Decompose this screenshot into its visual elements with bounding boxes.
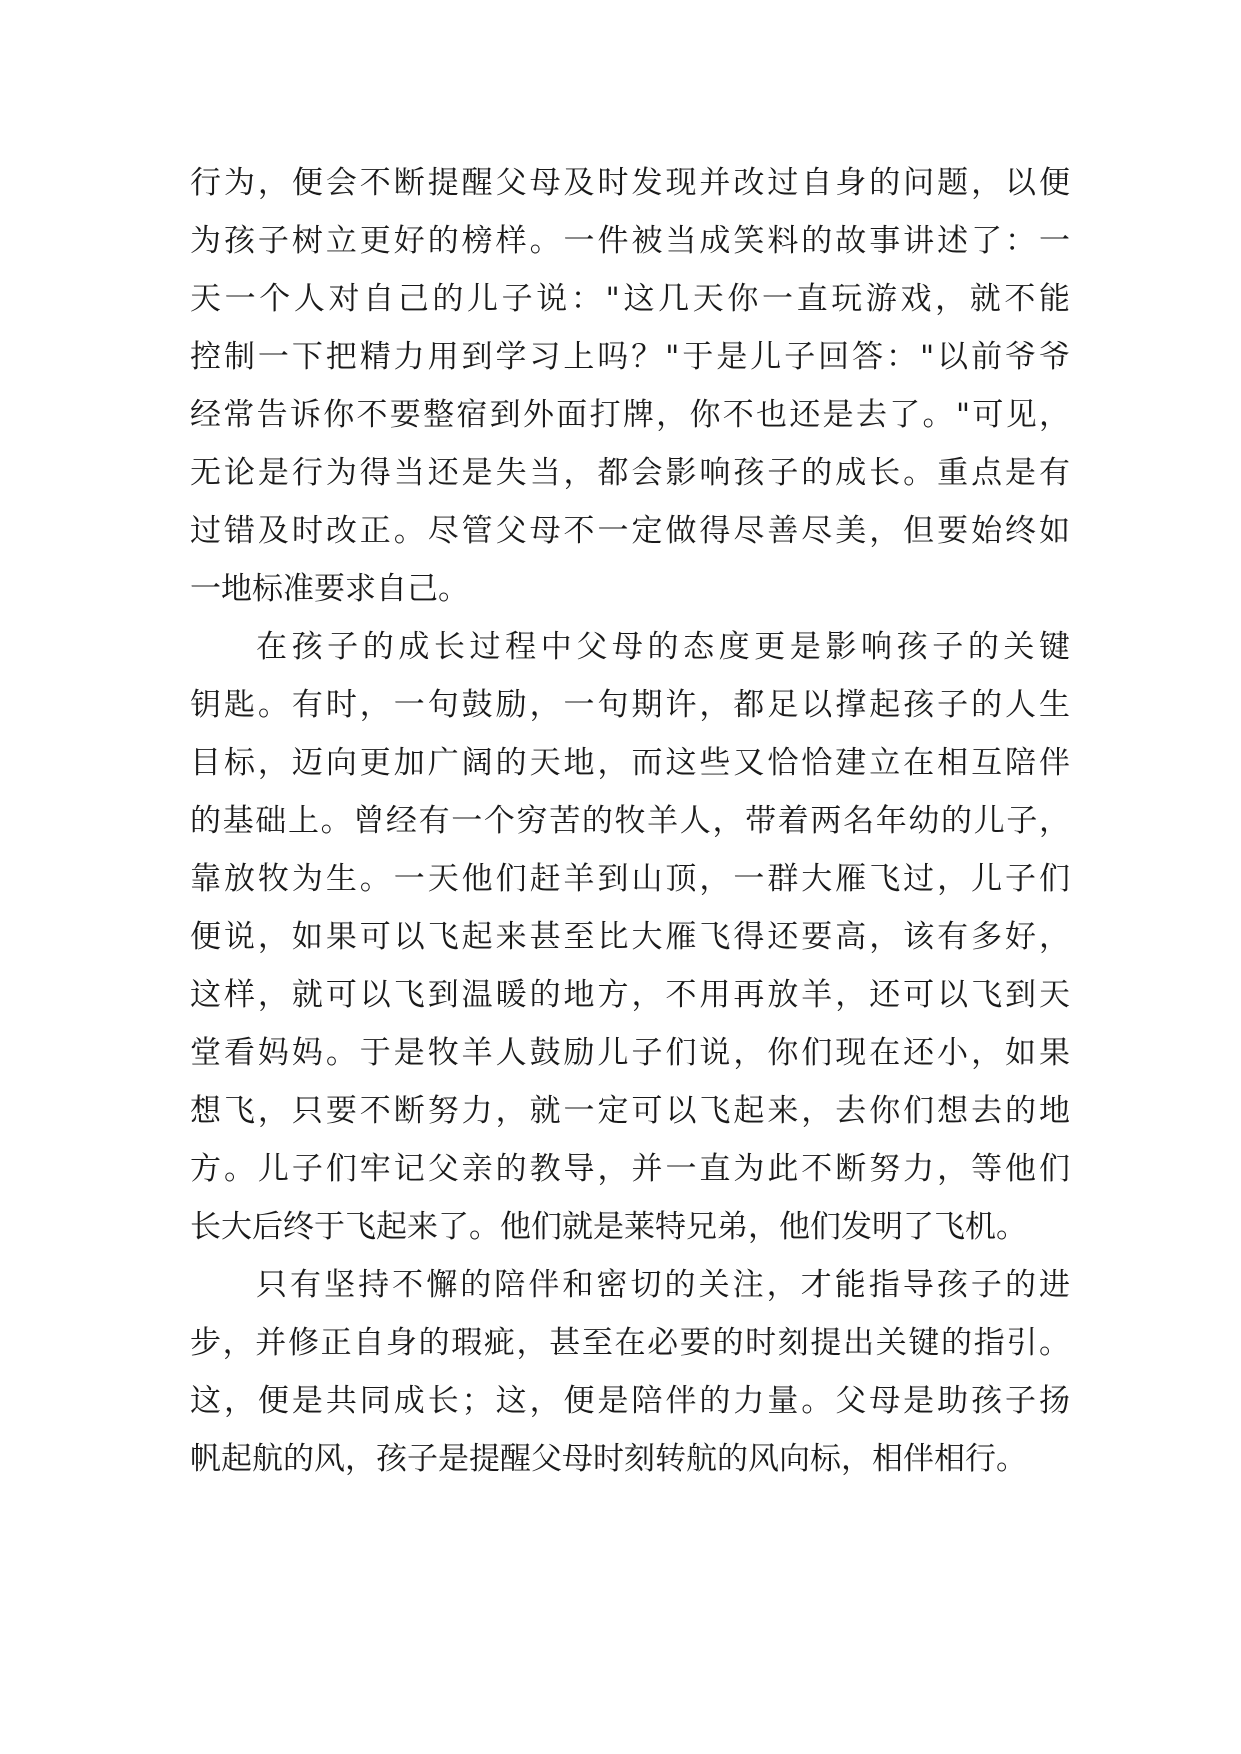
- paragraph-3: [190, 1256, 1070, 1488]
- paragraph-line: 天一个人对自己的儿子说："这几天你一直玩游戏，就不能: [190, 281, 1070, 317]
- paragraph-line: 长大后终于飞起来了。他们就是莱特兄弟，他们发明了飞机。: [190, 1209, 1027, 1245]
- paragraph-line: 步，并修正自身的瑕疵，甚至在必要的时刻提出关键的指引。: [190, 1325, 1070, 1361]
- paragraph-2: [190, 618, 1070, 1256]
- paragraph-line: 想飞，只要不断努力，就一定可以飞起来，去你们想去的地: [190, 1093, 1070, 1129]
- paragraph-line: 靠放牧为生。一天他们赶羊到山顶，一群大雁飞过，儿子们: [190, 861, 1070, 897]
- paragraph-1: [190, 154, 1070, 618]
- paragraph-line: 在孩子的成长过程中父母的态度更是影响孩子的关键: [256, 629, 1070, 665]
- paragraph-line: 方。儿子们牢记父亲的教导，并一直为此不断努力，等他们: [190, 1151, 1070, 1187]
- paragraph-line: 的基础上。曾经有一个穷苦的牧羊人，带着两名年幼的儿子，: [190, 803, 1070, 839]
- paragraph-line: 这样，就可以飞到温暖的地方，不用再放羊，还可以飞到天: [190, 977, 1070, 1013]
- paragraph-line: 经常告诉你不要整宿到外面打牌，你不也还是去了。"可见，: [190, 397, 1070, 433]
- paragraph-line: 一地标准要求自己。: [190, 571, 469, 607]
- document-body: [190, 154, 1070, 1488]
- paragraph-line: 钥匙。有时，一句鼓励，一句期许，都足以撑起孩子的人生: [190, 687, 1070, 723]
- paragraph-line: 这，便是共同成长；这，便是陪伴的力量。父母是助孩子扬: [190, 1383, 1070, 1419]
- paragraph-line: 过错及时改正。尽管父母不一定做得尽善尽美，但要始终如: [190, 513, 1070, 549]
- paragraph-line: 目标，迈向更加广阔的天地，而这些又恰恰建立在相互陪伴: [190, 745, 1070, 781]
- paragraph-line: 只有坚持不懈的陪伴和密切的关注，才能指导孩子的进: [256, 1267, 1070, 1303]
- paragraph-line: 行为，便会不断提醒父母及时发现并改过自身的问题，以便: [190, 165, 1070, 201]
- paragraph-line: 无论是行为得当还是失当，都会影响孩子的成长。重点是有: [190, 455, 1070, 491]
- paragraph-line: 帆起航的风，孩子是提醒父母时刻转航的风向标，相伴相行。: [190, 1441, 1027, 1477]
- paragraph-line: 为孩子树立更好的榜样。一件被当成笑料的故事讲述了：一: [190, 223, 1070, 259]
- paragraph-line: 控制一下把精力用到学习上吗？"于是儿子回答："以前爷爷: [190, 339, 1070, 375]
- paragraph-line: 堂看妈妈。于是牧羊人鼓励儿子们说，你们现在还小，如果: [190, 1035, 1070, 1071]
- paragraph-line: 便说，如果可以飞起来甚至比大雁飞得还要高，该有多好，: [190, 919, 1070, 955]
